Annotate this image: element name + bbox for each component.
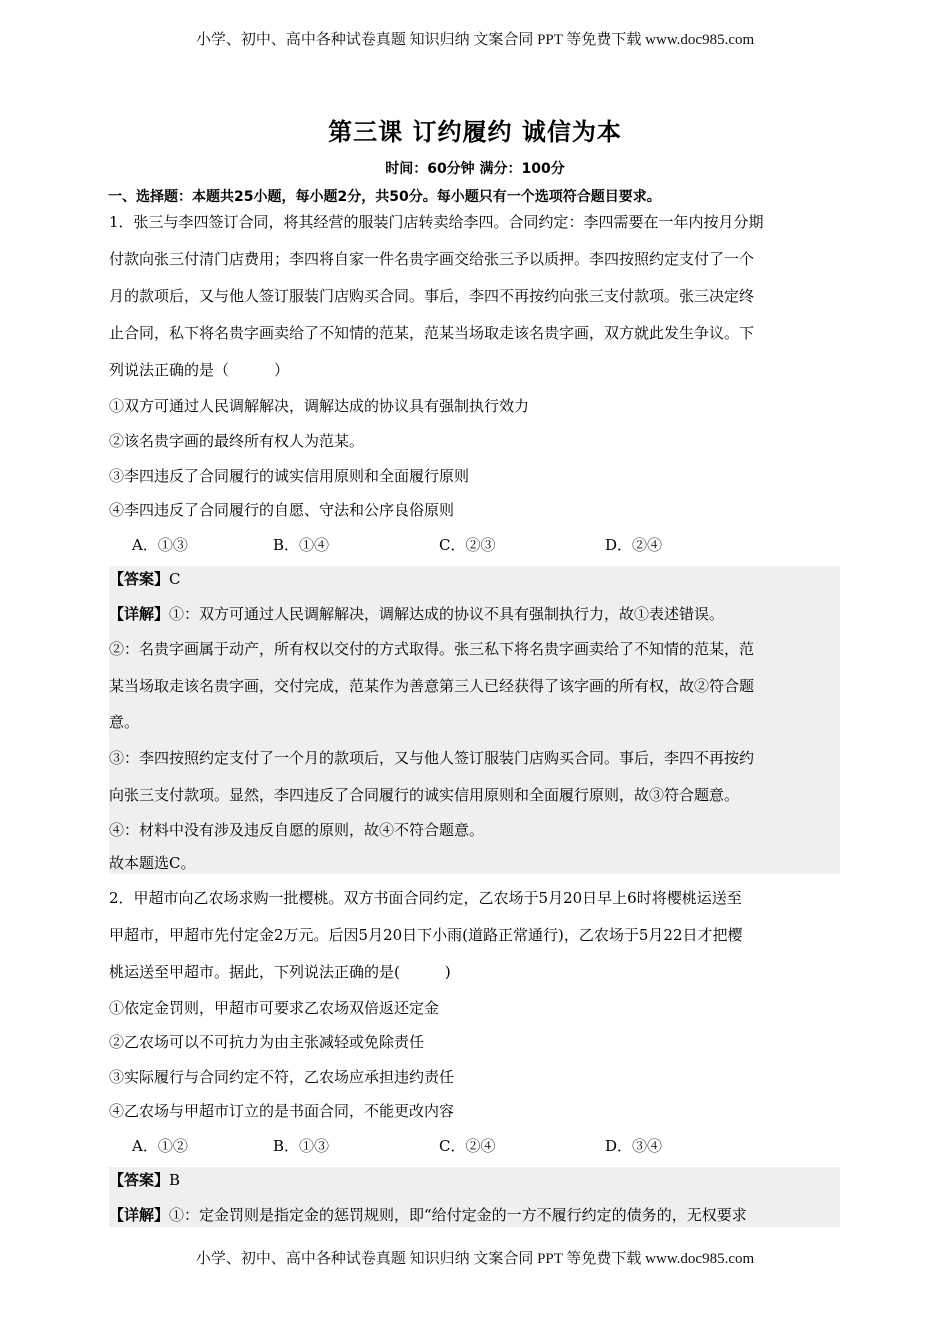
explanation-line: 某当场取走该名贵字画，交付完成，范某作为善意第三人已经获得了该字画的所有权，故②符合题 — [109, 677, 755, 695]
question-stem-line: 1．张三与李四签订合同，将其经营的服装门店转卖给李四。合同约定：李四需要在一年内按月分期 — [109, 213, 764, 231]
answer-options — [130, 1136, 830, 1156]
explanation-label: 【详解】 — [109, 605, 170, 623]
conclusion-line: 故本题选C。 — [109, 854, 196, 872]
statement-4: ④李四违反了合同履行的自愿、守法和公序良俗原则 — [109, 501, 455, 519]
answer-value: B — [169, 1171, 181, 1189]
option-b: B．①④ — [273, 536, 330, 554]
explanation-line: ②：名贵字画属于动产，所有权以交付的方式取得。张三私下将名贵字画卖给了不知情的范某，范 — [109, 640, 755, 658]
option-c: C．②④ — [439, 1137, 496, 1155]
answer-value: C — [169, 570, 181, 588]
question-stem-line: 止合同，私下将名贵字画卖给了不知情的范某，范某当场取走该名贵字画，双方就此发生争议。下 — [109, 324, 755, 342]
explanation-line: ④：材料中没有涉及违反自愿的原则，故④不符合题意。 — [109, 821, 485, 839]
question-stem-line: 列说法正确的是（ ） — [109, 361, 290, 379]
section-heading: 一、选择题：本题共25小题，每小题2分，共50分。每小题只有一个选项符合题目要求。 — [108, 189, 661, 205]
explanation-line: 【详解】①：双方可通过人民调解解决，调解达成的协议不具有强制执行力，故①表述错误。 — [109, 605, 725, 623]
statement-1: ①双方可通过人民调解解决，调解达成的协议具有强制执行效力 — [109, 397, 530, 415]
statement-1: ①依定金罚则，甲超市可要求乙农场双倍返还定金 — [109, 999, 440, 1017]
explanation-line: 【详解】①：定金罚则是指定金的惩罚规则，即“给付定金的一方不履行约定的债务的，无权要求 — [109, 1206, 747, 1224]
option-d: D．②④ — [605, 536, 663, 554]
option-c: C．②③ — [439, 536, 496, 554]
question-stem-line: 2．甲超市向乙农场求购一批樱桃。双方书面合同约定，乙农场于5月20日早上6时将樱桃运送至 — [109, 889, 742, 907]
exam-time-score: 时间：60分钟 满分：100分 — [385, 161, 565, 177]
answer-options — [130, 535, 830, 555]
statement-3: ③实际履行与合同约定不符，乙农场应承担违约责任 — [109, 1068, 455, 1086]
page-header-banner: 小学、初中、高中各种试卷真题 知识归纳 文案合同 PPT 等免费下载 www.doc985.com — [195, 32, 755, 48]
answer-line — [109, 569, 844, 589]
lesson-title: 第三课 订约履约 诚信为本 — [328, 118, 622, 146]
page-footer-banner: 小学、初中、高中各种试卷真题 知识归纳 文案合同 PPT 等免费下载 www.doc985.com — [195, 1251, 755, 1267]
explanation-line: 意。 — [109, 713, 140, 731]
explanation-label: 【详解】 — [109, 1206, 170, 1224]
option-d: D．③④ — [605, 1137, 663, 1155]
answer-label: 【答案】 — [109, 570, 170, 588]
question-stem-line: 桃运送至甲超市。据此，下列说法正确的是( ) — [109, 963, 451, 981]
statement-4: ④乙农场与甲超市订立的是书面合同，不能更改内容 — [109, 1102, 455, 1120]
answer-line — [109, 1170, 844, 1190]
answer-label: 【答案】 — [109, 1171, 170, 1189]
statement-3: ③李四违反了合同履行的诚实信用原则和全面履行原则 — [109, 467, 470, 485]
explanation-line: ③：李四按照约定支付了一个月的款项后，又与他人签订服装门店购买合同。事后，李四不再按约 — [109, 749, 755, 767]
explanation-line: 向张三支付款项。显然，李四违反了合同履行的诚实信用原则和全面履行原则，故③符合题意。 — [109, 786, 740, 804]
statement-2: ②该名贵字画的最终所有权人为范某。 — [109, 432, 365, 450]
option-a: A．①② — [132, 1137, 188, 1155]
option-a: A．①③ — [132, 536, 188, 554]
question-stem-line: 甲超市，甲超市先付定金2万元。后因5月20日下小雨(道路正常通行)，乙农场于5月22日才把樱 — [109, 926, 743, 944]
statement-2: ②乙农场可以不可抗力为由主张减轻或免除责任 — [109, 1033, 425, 1051]
question-stem-line: 付款向张三付清门店费用；李四将自家一件名贵字画交给张三予以质押。李四按照约定支付了一个 — [109, 250, 755, 268]
question-stem-line: 月的款项后，又与他人签订服装门店购买合同。事后，李四不再按约向张三支付款项。张三决定终 — [109, 287, 755, 305]
option-b: B．①③ — [273, 1137, 330, 1155]
